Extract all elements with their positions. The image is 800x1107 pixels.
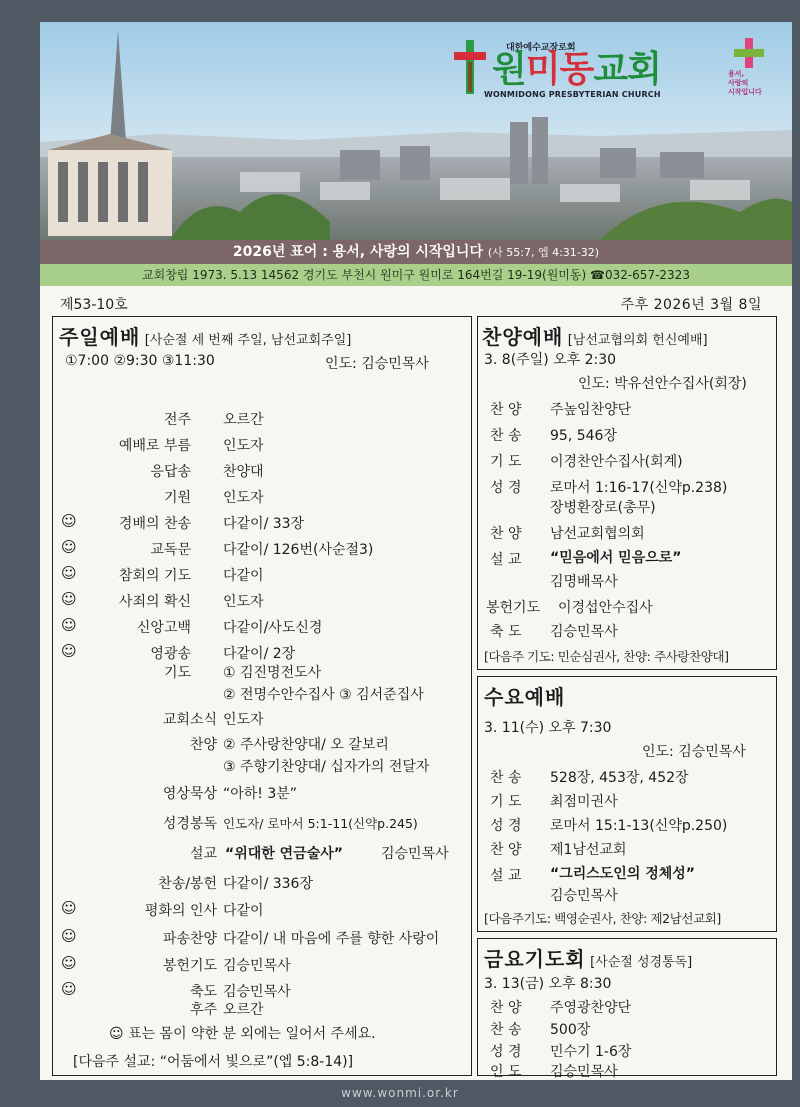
order-item-value: 다같이/ 2장	[223, 646, 296, 662]
closing-item-value: 다같이	[223, 903, 264, 919]
friday-datetime: 3. 13(금) 오후 8:30	[484, 976, 612, 992]
praise-next: [다음주 기도: 민순심권사, 찬양: 주사랑찬양대]	[484, 649, 729, 664]
plus-cross-icon	[734, 38, 764, 68]
praise-sermon-preacher: 김명배목사	[550, 574, 618, 590]
order-item-label: 기원	[163, 490, 191, 506]
service-times: ①7:00 ②9:30 ③11:30	[65, 353, 215, 369]
stand-up-smile-icon: ☺	[61, 642, 77, 660]
cross-icon	[454, 40, 486, 94]
praise-datetime: 3. 8(주일) 오후 2:30	[484, 352, 617, 368]
order-item-value: 인도자	[223, 594, 264, 610]
sermon-preacher: 김승민목사	[381, 846, 449, 862]
praise-item-value: 이경찬안수집사(회계)	[550, 454, 683, 470]
praise-item-label: 성 경	[490, 480, 522, 496]
closing-item-label: 봉헌기도	[162, 958, 217, 974]
sunday-subtitle: [사순절 세 번째 주일, 남선교회주일]	[144, 333, 352, 348]
order-item-label: 참회의 기도	[118, 568, 191, 584]
praise-worship-section	[477, 316, 777, 670]
church-logo	[444, 36, 702, 102]
sermon-title: “위대한 연금술사”	[225, 846, 343, 862]
praise-sermon-label: 설 교	[490, 552, 522, 568]
next-sermon: [다음주 설교: “어둠에서 빛으로”(엡 5:8-14)]	[73, 1054, 354, 1070]
friday-item-label: 찬 송	[490, 1022, 522, 1038]
praise-choir-label: 찬 양	[490, 526, 522, 542]
praise-offering-value: 이경섭안수집사	[558, 600, 653, 616]
friday-item-value: 김승민목사	[550, 1064, 618, 1080]
standing-note: ☺ 표는 몸이 약한 분 외에는 일어서 주세요.	[109, 1026, 376, 1042]
wednesday-item-value: 528장, 453장, 452장	[550, 770, 689, 786]
order-item-value: 인도자	[223, 490, 264, 506]
order-item-label: 신앙고백	[136, 620, 191, 636]
praise-reader: 장병환장로(총무)	[550, 500, 656, 516]
wednesday-item-label: 찬 송	[490, 770, 522, 786]
praise-bless-value: 김승민목사	[550, 624, 618, 640]
praise-title: 찬양예배	[482, 325, 564, 349]
video-value: “아하! 3분”	[223, 786, 298, 802]
praise-offering-label: 봉헌기도	[486, 600, 541, 616]
praise-item-label: 기 도	[490, 454, 522, 470]
stand-up-smile-icon: ☺	[61, 512, 77, 530]
sunday-title: 주일예배	[59, 325, 141, 349]
order-item-value: 인도자	[223, 438, 264, 454]
praise-bless-label: 축 도	[490, 624, 522, 640]
slogan-text: 용서, 사랑의 시작입니다	[728, 70, 762, 96]
order-item-value: 다같이/ 126번(사순절3)	[223, 542, 374, 558]
friday-item-value: 주영광찬양단	[550, 1000, 632, 1016]
church-denomination: 대한예수교장로회	[506, 43, 576, 53]
church-name: 원미동교회	[492, 49, 661, 90]
wednesday-item-value: 최점미권사	[550, 794, 618, 810]
order-item-value: 다같이/ 33장	[223, 516, 305, 532]
friday-subtitle: [사순절 성경통독]	[590, 955, 693, 970]
wednesday-item-value: 제1남선교회	[550, 842, 627, 858]
friday-item-label: 찬 양	[490, 1000, 522, 1016]
order-item-value: 찬양대	[223, 464, 264, 480]
friday-item-value: 500장	[550, 1022, 591, 1038]
closing-item-value: 김승민목사	[223, 958, 291, 974]
year-theme-reference: (사 55:7, 엡 4:31-32)	[487, 246, 600, 259]
website-url[interactable]: www.wonmi.or.kr	[341, 1086, 459, 1100]
praise-choir-value: 남선교회협의회	[550, 526, 645, 542]
praise-subtitle: [남선교협의회 헌신예배]	[567, 333, 708, 348]
year-theme-bar	[40, 240, 792, 264]
friday-item-label: 인 도	[490, 1064, 522, 1080]
closing-item-label: 파송찬양	[162, 931, 217, 947]
order-item-label: 전주	[163, 412, 191, 428]
order-item-value: 다같이	[223, 568, 264, 584]
choir-label: 찬양	[189, 737, 217, 753]
reading-label: 성경봉독	[162, 816, 217, 832]
wednesday-title: 수요예배	[484, 685, 566, 709]
prayer-line-2: ② 전명수안수집사 ③ 김서준집사	[223, 687, 424, 703]
sermon-label: 설교	[189, 846, 217, 862]
praise-sermon-title: “믿음에서 믿음으로”	[550, 550, 682, 566]
wednesday-item-label: 기 도	[490, 794, 522, 810]
sunday-worship-section	[52, 316, 472, 1076]
order-item-label: 사죄의 확신	[118, 594, 191, 610]
friday-item-label: 성 경	[490, 1044, 522, 1060]
wednesday-leader: 인도: 김승민목사	[642, 744, 746, 760]
stand-up-smile-icon: ☺	[61, 564, 77, 582]
closing-item-value: 다같이/ 내 마음에 주를 향한 사랑이	[223, 931, 440, 947]
stand-up-smile-icon: ☺	[61, 538, 77, 556]
wednesday-sermon-title: “그리스도인의 정체성”	[550, 866, 695, 882]
banner	[40, 22, 792, 240]
praise-leader: 인도: 박유선안수집사(회장)	[578, 376, 747, 392]
closing-item-label: 평화의 인사	[144, 903, 217, 919]
prayer-line-1: ① 김진명전도사	[223, 665, 322, 681]
closing-item-value: 김승민목사	[223, 984, 291, 1000]
church-english-name: WONMIDONG PRESBYTERIAN CHURCH	[484, 90, 661, 99]
wednesday-item-label: 성 경	[490, 818, 522, 834]
praise-item-value: 로마서 1:16-17(신약p.238)	[550, 480, 728, 496]
video-label: 영상묵상	[162, 786, 217, 802]
stand-up-smile-icon: ☺	[61, 980, 77, 998]
bulletin-page	[40, 22, 792, 1080]
praise-item-value: 95, 546장	[550, 428, 617, 444]
praise-item-label: 찬 양	[490, 402, 522, 418]
stand-up-smile-icon: ☺	[61, 616, 77, 634]
wednesday-datetime: 3. 11(수) 오후 7:30	[484, 720, 612, 736]
wednesday-next: [다음주기도: 백영순권사, 찬양: 제2남선교회]	[484, 911, 721, 926]
wednesday-worship-section	[477, 676, 777, 932]
sunday-leader: 인도: 김승민목사	[325, 356, 429, 372]
friday-prayer-section	[477, 938, 777, 1080]
praise-item-value: 주높임찬양단	[550, 402, 632, 418]
year-theme: 2026년 표어 : 용서, 사랑의 시작입니다	[232, 244, 483, 260]
order-item-label: 예배로 부름	[118, 438, 191, 454]
stand-up-smile-icon: ☺	[61, 590, 77, 608]
church-info-bar: 교회창립 1973. 5.13 14562 경기도 부천시 원미구 원미로 164번길 19-19(원미동) ☎032-657-2323	[40, 264, 792, 286]
order-item-label: 교독문	[150, 542, 191, 558]
wednesday-item-label: 찬 양	[490, 842, 522, 858]
news-value: 인도자	[223, 712, 264, 728]
bulletin-date: 주후 2026년 3월 8일	[620, 297, 762, 313]
friday-item-value: 민수기 1-6장	[550, 1044, 632, 1060]
friday-title: 금요기도회	[484, 947, 586, 971]
wednesday-sermon-preacher: 김승민목사	[550, 888, 618, 904]
order-item-label: 경배의 찬송	[118, 516, 191, 532]
praise-item-label: 찬 송	[490, 428, 522, 444]
slogan-badge	[724, 36, 772, 104]
news-label: 교회소식	[162, 712, 217, 728]
offering-value: 다같이/ 336장	[223, 876, 313, 892]
issue-number: 제53-10호	[60, 297, 128, 313]
stand-up-smile-icon: ☺	[61, 899, 77, 917]
order-item-label: 영광송	[150, 646, 191, 662]
order-item-label: 응답송	[150, 464, 191, 480]
closing-item-label: 축도	[189, 984, 217, 1000]
closing-item-label: 후주	[189, 1002, 217, 1018]
stand-up-smile-icon: ☺	[61, 927, 77, 945]
order-item-value: 다같이/사도신경	[223, 620, 323, 636]
offering-label: 찬송/봉헌	[158, 876, 217, 892]
choir-line-1: ② 주사랑찬양대/ 오 갈보리	[223, 737, 389, 753]
stand-up-smile-icon: ☺	[61, 954, 77, 972]
order-item-value: 오르간	[223, 412, 264, 428]
choir-line-2: ③ 주향기찬양대/ 십자가의 전달자	[223, 759, 430, 775]
prayer-label: 기도	[163, 665, 191, 681]
wednesday-item-value: 로마서 15:1-13(신약p.250)	[550, 818, 728, 834]
closing-item-value: 오르간	[223, 1002, 264, 1018]
reading-value: 인도자/ 로마서 5:1-11(신약p.245)	[223, 816, 418, 831]
wednesday-sermon-label: 설 교	[490, 868, 522, 884]
